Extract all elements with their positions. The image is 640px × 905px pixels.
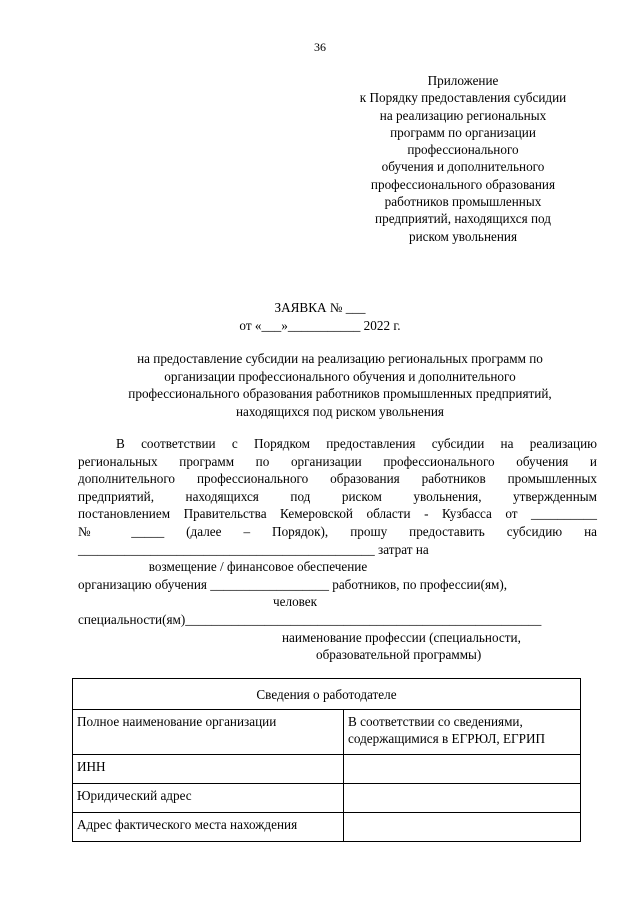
appendix-line: профессионального	[407, 142, 519, 158]
body-line: постановлением Правительства Кемеровской области - Кузбасса от __________	[78, 506, 597, 522]
hint-text: образовательной программы)	[316, 647, 482, 663]
application-date: от «___»___________ 2022 г.	[239, 318, 401, 333]
subject-line: находящихся под риском увольнения	[236, 403, 444, 419]
body-line: организацию обучения __________________ работников, по профессии(ям),	[78, 576, 508, 592]
appendix-line: профессионального образования	[370, 176, 556, 192]
body-line: региональных программ по организации профессионального обучения и	[78, 453, 597, 469]
table-row	[73, 784, 581, 813]
appendix-line: обучения и дополнительного	[381, 159, 545, 175]
row-label: Полное наименование организации	[73, 710, 344, 755]
subject-line: профессионального образования работников промышленных предприятий,	[128, 386, 552, 401]
application-title-block	[0, 299, 640, 335]
row-value: В соответствии со сведениями, содержащимися в ЕГРЮЛ, ЕГРИП	[344, 710, 581, 755]
body-line: специальности(ям)______________________________________________________	[78, 611, 542, 627]
appendix-line: предприятий, находящихся под	[375, 211, 551, 227]
body-line: дополнительного профессионального образования работников промышленных	[78, 471, 597, 487]
table-header: Сведения о работодателе	[73, 679, 581, 710]
row-label: Юридический адрес	[73, 784, 344, 813]
hint-text: возмещение / финансовое обеспечение	[148, 559, 368, 575]
row-label: ИНН	[73, 755, 344, 784]
hint-text: человек	[273, 594, 318, 610]
application-title: ЗАЯВКА № ___	[274, 300, 366, 315]
body-paragraph	[78, 435, 597, 664]
page-number: 36	[314, 40, 326, 54]
table-row	[73, 755, 581, 784]
employer-info-table	[72, 678, 581, 842]
body-line: В соответствии с Порядком предоставления субсидии на реализацию	[116, 436, 597, 451]
row-label: Адрес фактического места нахождения	[73, 813, 344, 842]
table-row	[73, 813, 581, 842]
row-value	[344, 813, 581, 842]
appendix-line: к Порядку предоставления субсидии	[359, 90, 567, 106]
table-row	[73, 710, 581, 755]
body-line: предприятий, находящихся под риском увольнения, утвержденным	[78, 488, 597, 504]
application-subject	[80, 350, 600, 420]
hint-text: наименование профессии (специальности,	[282, 629, 521, 645]
subject-line: на предоставление субсидии на реализацию региональных программ по	[137, 351, 543, 366]
row-value	[344, 784, 581, 813]
appendix-line: на реализацию региональных	[379, 107, 547, 123]
appendix-line: Приложение	[427, 73, 499, 88]
row-value	[344, 755, 581, 784]
appendix-line: риском увольнения	[408, 228, 518, 244]
body-line: _____________________________________________ затрат на	[78, 541, 429, 557]
appendix-line: программ по организации	[390, 124, 536, 140]
appendix-line: работников промышленных	[384, 194, 542, 210]
body-line: № _____ (далее – Порядок), прошу предоставить субсидию на	[78, 523, 597, 539]
appendix-header	[318, 72, 608, 245]
subject-line: организации профессионального обучения и дополнительного	[164, 368, 516, 384]
